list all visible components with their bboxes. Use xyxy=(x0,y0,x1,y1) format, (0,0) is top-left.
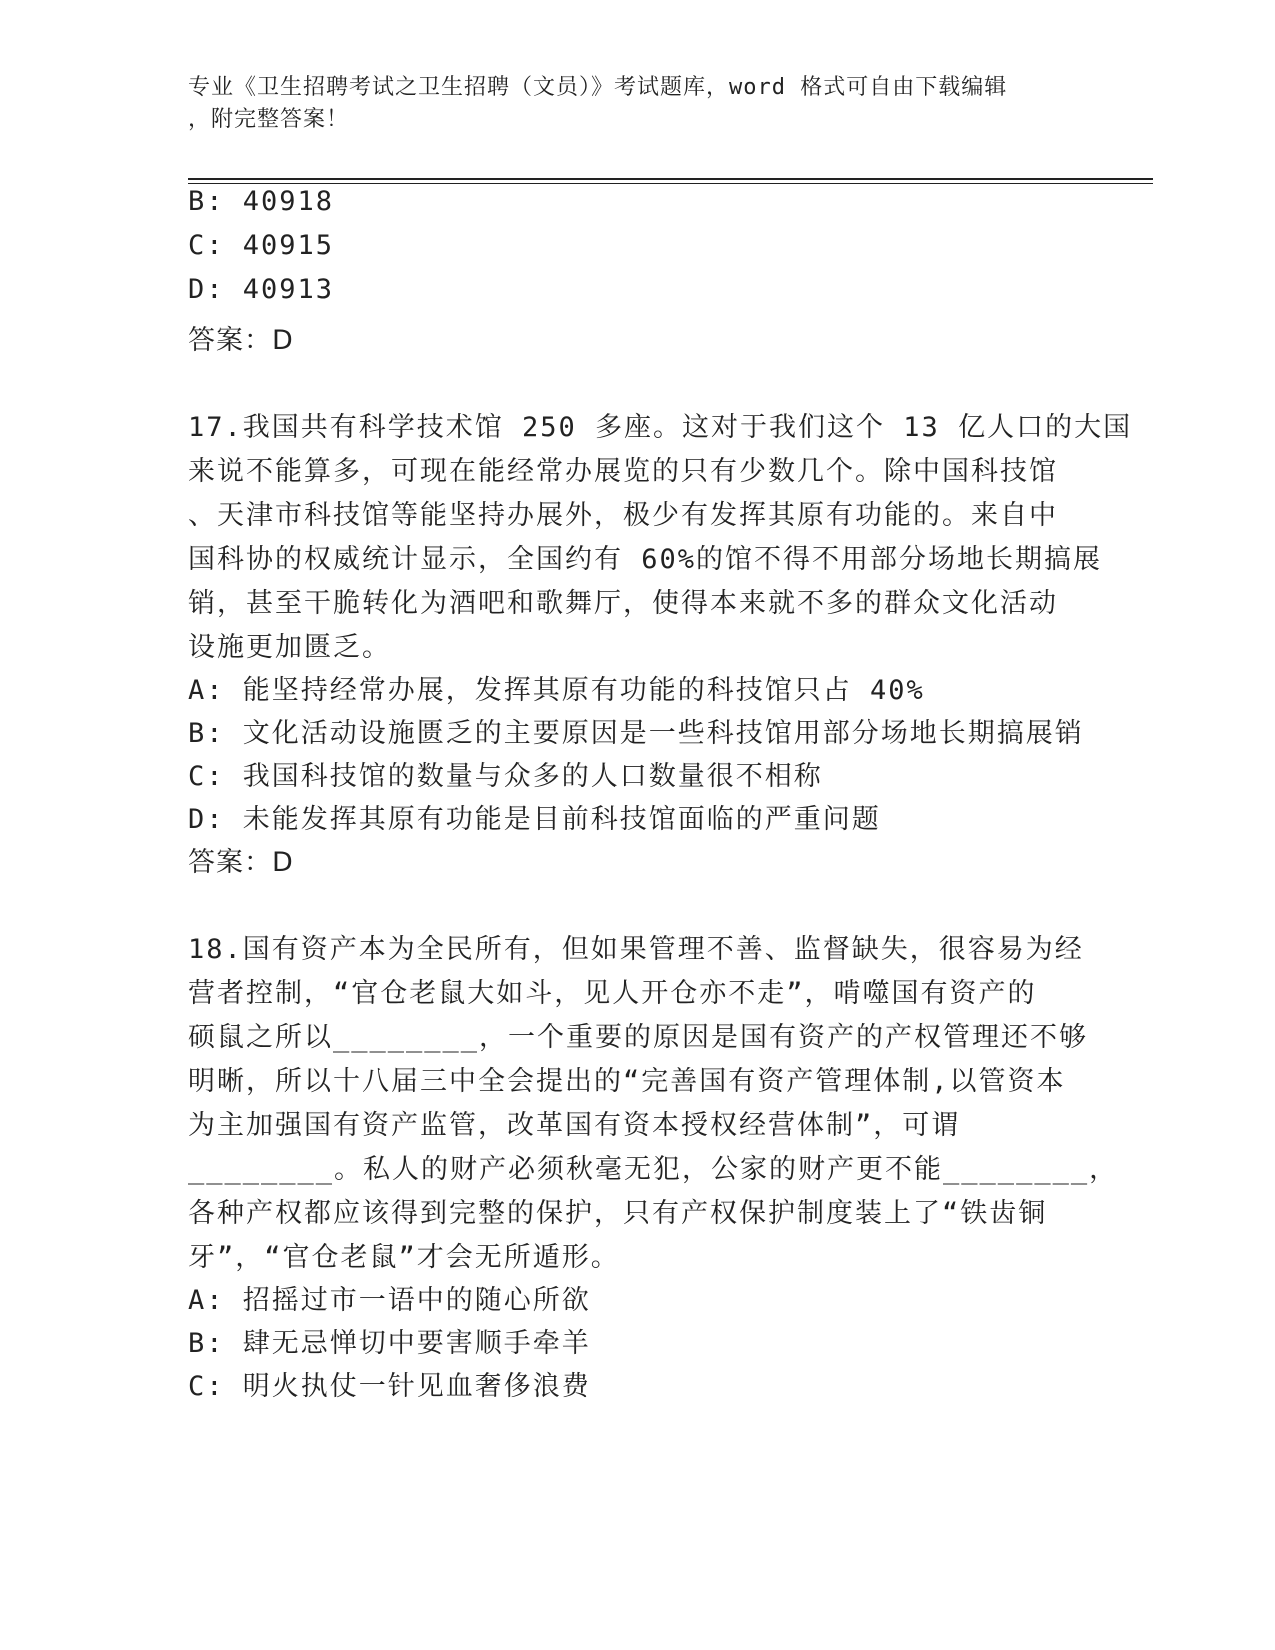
q18-stem-line: ________。私人的财产必须秋毫无犯，公家的财产更不能________， xyxy=(188,1154,1119,1185)
header-line-2: ，附完整答案！ xyxy=(188,107,350,132)
q18-stem-line: 明晰，所以十八届三中全会提出的“完善国有资产管理体制,以管资本 xyxy=(188,1066,1066,1097)
q17-option-d: D: 未能发挥其原有功能是目前科技馆面临的严重问题 xyxy=(188,804,881,835)
q18-stem-line: 硕鼠之所以________，一个重要的原因是国有资产的产权管理还不够 xyxy=(188,1022,1089,1053)
q18-stem-line: 各种产权都应该得到完整的保护，只有产权保护制度装上了“铁齿铜 xyxy=(188,1198,1048,1229)
q17-stem-line: 国科协的权威统计显示，全国约有 60%的馆不得不用部分场地长期搞展 xyxy=(188,544,1103,575)
prev-option-c: C: 40915 xyxy=(188,230,335,261)
q18-stem-line: 为主加强国有资产监管，改革国有资本授权经营体制”，可谓 xyxy=(188,1110,961,1141)
prev-answer: 答案：D xyxy=(188,325,294,356)
q17-answer: 答案：D xyxy=(188,847,294,878)
q17-stem-line: 销，甚至干脆转化为酒吧和歌舞厅，使得本来就不多的群众文化活动 xyxy=(188,588,1058,619)
header-line-1: 专业《卫生招聘考试之卫生招聘（文员）》考试题库，word 格式可自由下载编辑 xyxy=(188,75,1008,100)
q17-stem-line: 、天津市科技馆等能坚持办展外，极少有发挥其原有功能的。来自中 xyxy=(188,500,1058,531)
q18-stem-line: 营者控制，“官仓老鼠大如斗，见人开仓亦不走”，啃噬国有资产的 xyxy=(188,978,1037,1009)
header-divider xyxy=(188,178,1153,184)
q17-stem-line: 来说不能算多，可现在能经常办展览的只有少数几个。除中国科技馆 xyxy=(188,456,1058,487)
q17-stem-line: 设施更加匮乏。 xyxy=(188,632,391,663)
q17-option-b: B: 文化活动设施匮乏的主要原因是一些科技馆用部分场地长期搞展销 xyxy=(188,718,1084,749)
q18-stem-line: 18.国有资产本为全民所有，但如果管理不善、监督缺失，很容易为经 xyxy=(188,934,1084,965)
q18-stem-line: 牙”，“官仓老鼠”才会无所遁形。 xyxy=(188,1242,620,1273)
prev-option-d: D: 40913 xyxy=(188,274,335,305)
q17-option-c: C: 我国科技馆的数量与众多的人口数量很不相称 xyxy=(188,761,823,792)
q17-option-a: A: 能坚持经常办展，发挥其原有功能的科技馆只占 40% xyxy=(188,675,925,706)
prev-option-b: B: 40918 xyxy=(188,186,335,217)
q17-stem-line: 17.我国共有科学技术馆 250 多座。这对于我们这个 13 亿人口的大国 xyxy=(188,412,1133,443)
q18-option-c: C: 明火执仗一针见血奢侈浪费 xyxy=(188,1371,591,1402)
q18-option-b: B: 肆无忌惮切中要害顺手牵羊 xyxy=(188,1328,591,1359)
page-header xyxy=(188,72,1088,136)
q18-option-a: A: 招摇过市一语中的随心所欲 xyxy=(188,1285,591,1316)
